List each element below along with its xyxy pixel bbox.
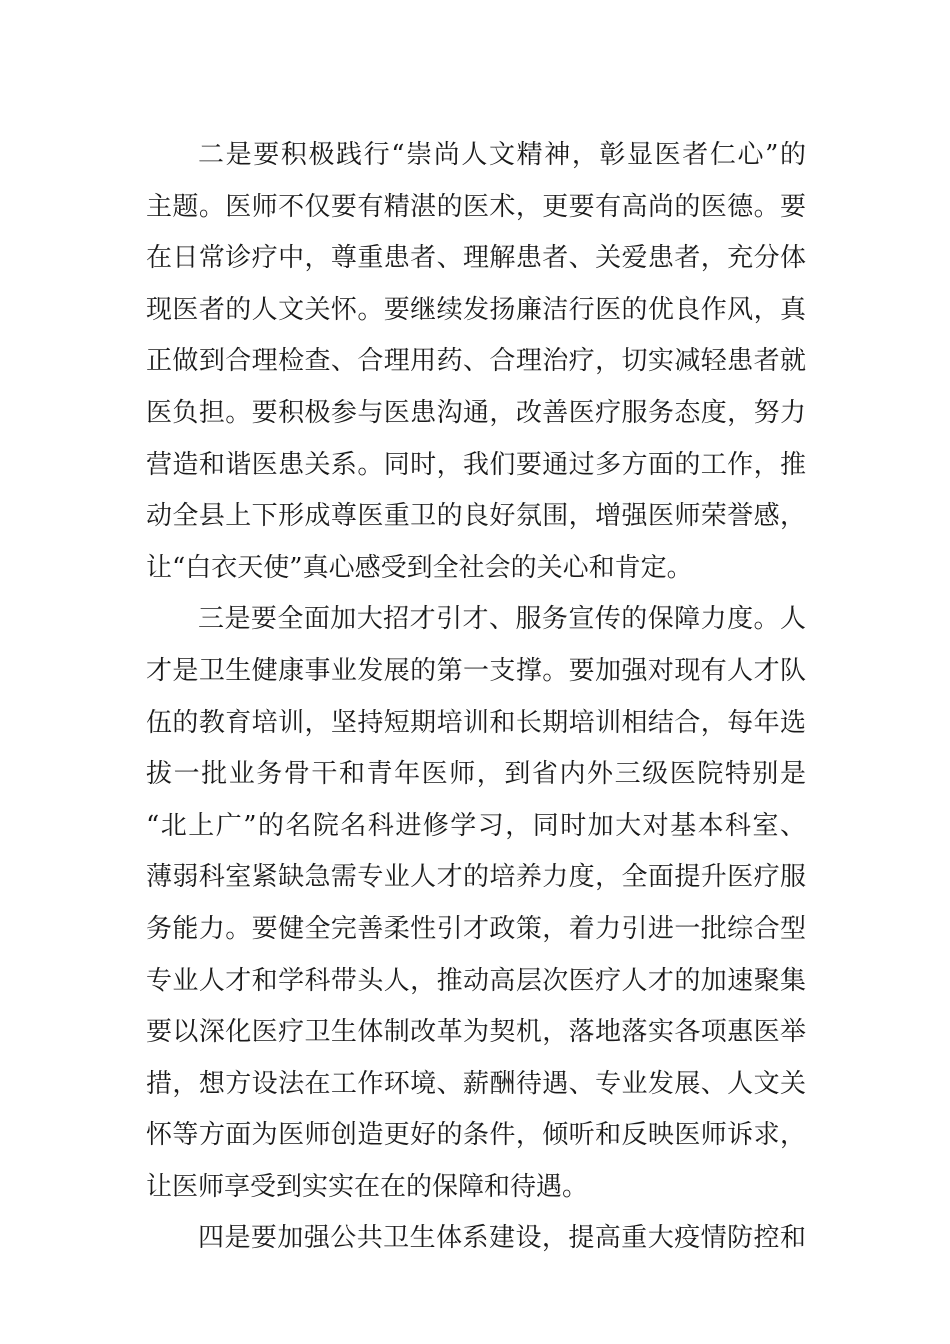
paragraph-line: 务能力。要健全完善柔性引才政策，着力引进一批综合型 [146, 913, 806, 944]
paragraph-line: 怀等方面为医师创造更好的条件，倾听和反映医师诉求， [146, 1120, 806, 1151]
paragraph-line: “北上广”的名院名科进修学习，同时加大对基本科室、 [146, 810, 806, 841]
paragraph-line: 正做到合理检查、合理用药、合理治疗，切实减轻患者就 [146, 346, 806, 377]
paragraph-line: 伍的教育培训，坚持短期培训和长期培训相结合，每年选 [146, 707, 806, 738]
paragraph-line: 三是要全面加大招才引才、服务宣传的保障力度。人 [198, 604, 806, 635]
paragraph-line: 现医者的人文关怀。要继续发扬廉洁行医的优良作风，真 [146, 294, 806, 325]
paragraph-line: 二是要积极践行“崇尚人文精神，彰显医者仁心”的 [198, 140, 806, 170]
paragraph-line: 在日常诊疗中，尊重患者、理解患者、关爱患者，充分体 [146, 243, 806, 274]
paragraph-line: 要以深化医疗卫生体制改革为契机，落地落实各项惠医举 [146, 1017, 806, 1048]
paragraph-2 [146, 130, 806, 594]
paragraph-line: 营造和谐医患关系。同时，我们要通过多方面的工作，推 [146, 449, 806, 480]
paragraph-line: 四是要加强公共卫生体系建设，提高重大疫情防控和 [198, 1223, 806, 1254]
paragraph-4 [146, 1213, 806, 1265]
paragraph-line: 措，想方设法在工作环境、薪酬待遇、专业发展、人文关 [146, 1068, 806, 1099]
paragraph-line: 专业人才和学科带头人，推动高层次医疗人才的加速聚集 [146, 965, 806, 996]
body-text [146, 130, 806, 1265]
paragraph-line: 拔一批业务骨干和青年医师，到省内外三级医院特别是 [146, 759, 806, 790]
paragraph-line: 让“白衣天使”真心感受到全社会的关心和肯定。 [146, 552, 693, 583]
paragraph-line: 薄弱科室紧缺急需专业人才的培养力度，全面提升医疗服 [146, 862, 806, 893]
paragraph-line: 动全县上下形成尊医重卫的良好氛围，增强医师荣誉感， [146, 501, 806, 532]
paragraph-line: 医负担。要积极参与医患沟通，改善医疗服务态度，努力 [146, 397, 806, 428]
paragraph-line: 才是卫生健康事业发展的第一支撑。要加强对现有人才队 [146, 655, 806, 686]
paragraph-line: 主题。医师不仅要有精湛的医术，更要有高尚的医德。要 [146, 191, 806, 222]
paragraph-line: 让医师享受到实实在在的保障和待遇。 [146, 1171, 589, 1202]
paragraph-3 [146, 594, 806, 1213]
